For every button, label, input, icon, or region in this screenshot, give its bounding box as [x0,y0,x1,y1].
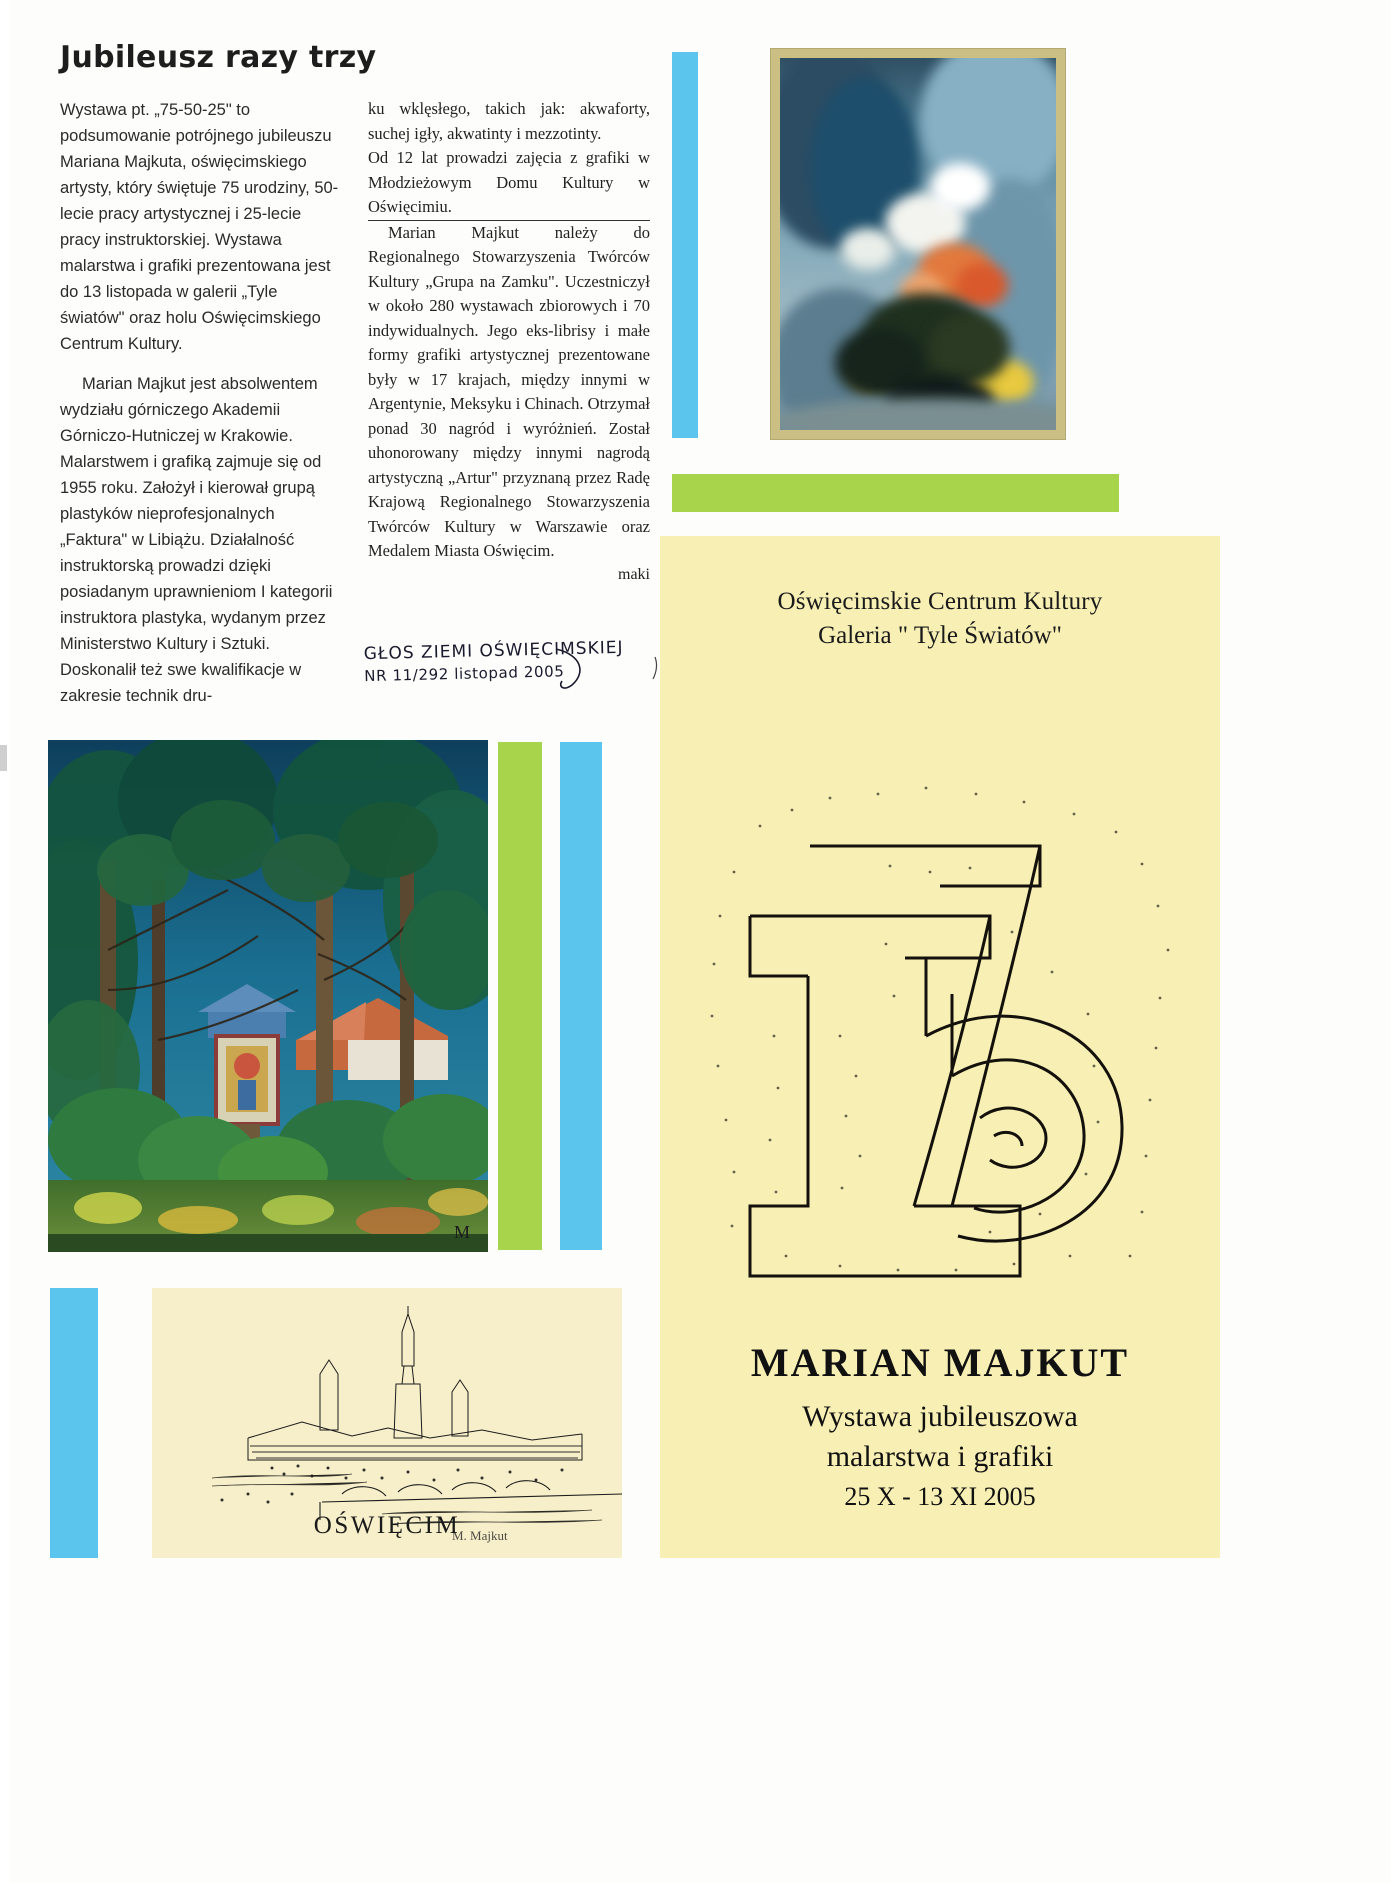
decorative-bar-green-left [498,742,542,1250]
decorative-bar-blue-bottom [50,1288,98,1558]
article-column-right [368,97,650,723]
article-paragraph: Marian Majkut należy do Regionalnego Stowarzyszenia Twórców Kultury „Grupa na Zamku". Uczestniczył w około 280 wystawach zbiorowych i 70 indywidualnych. Jego eks-librisy i małe formy grafiki artystycznej prezentowane były w 17 krajach, między innymi w Argentynie, Meksyku i Chinach. Otrzymał ponad 30 nagród i wyróżnień. Został uhonorowany między innymi nagrodą artystyczną „Artur" przyznaną przez Radę Krajową Regionalnego Stowarzyszenia Twórców Kultury w Warszawie oraz Medalem Miasta Oświęcim. [368,222,650,560]
decorative-bar-green-mid [672,474,1119,512]
etching-caption: OŚWIĘCIM [313,1512,461,1539]
decorative-bar-blue-top [672,52,698,438]
leaflet-bottom-block [660,1339,1220,1512]
article-paragraph: ku wklęsłego, takich jak: akwaforty, suchej igły, akwatinty i mezzotinty. [368,99,650,143]
svg-text:M. Majkut: M. Majkut [452,1528,508,1543]
svg-text:M: M [454,1222,471,1242]
forest-shrine-painting [48,740,488,1252]
leaflet-artist-name: MARIAN MAJKUT [750,1340,1130,1385]
painting-canvas-forest [48,740,488,1252]
handwritten-line-1: GŁOS ZIEMI OŚWIĘCIMSKIEJ [363,637,624,665]
leaflet-venue-line2: Galeria " Tyle Światów" [818,622,1062,649]
leaflet-logo-75 [690,736,1190,1296]
article-column-left [60,97,342,723]
oswiecim-etching-card [152,1288,622,1558]
leaflet-venue-line1: Oświęcimskie Centrum Kultury [777,588,1103,615]
article-byline: maki [618,565,650,583]
leaflet-dates: 25 X - 13 XI 2005 [844,1482,1036,1511]
article-paragraph-underlined: Od 12 lat prowadzi zajęcia z grafiki w Młodzieżowym Domu Kultury w Oświęcimiu. [368,146,650,221]
painting-canvas-flowers [780,58,1056,430]
framed-flower-painting [770,48,1066,440]
leaflet-venue [660,588,1220,650]
leaflet-subtitle-1: Wystawa jubileuszowa [802,1400,1078,1433]
article-paragraph: Marian Majkut jest absolwentem wydziału górniczego Akademii Górniczo-Hutniczej w Krakowie. Malarstwem i grafiką zajmuje się od 1955 roku. Założył i kierował grupą plastyków nieprofesjonalnych „Faktura" w Libiążu. Działalność instruktorską prowadzi dzięki posiadanym uprawnieniom I kategorii instruktora plastyka, wydanym przez Ministerstwo Kultury i Sztuki. Doskonalił też swe kwalifikacje w zakresie technik dru- [60,375,333,705]
decorative-bar-blue-left [560,742,602,1250]
article-columns [60,97,650,723]
article-paragraph: Wystawa pt. „75-50-25" to podsumowanie potrójnego jubileuszu Mariana Majkuta, oświęcimskiego artysty, który świętuje 75 urodziny, 50-lecie pracy artystycznej i 25-lecie pracy instruktorskiej. Wystawa malarstwa i grafiki prezentowana jest do 13 listopada w galerii „Tyle światów" oraz holu Oświęcimskiego Centrum Kultury. [60,101,339,353]
handwritten-line-2: NR 11/292 listopad 2005 [364,662,565,686]
exhibition-leaflet [660,536,1220,1558]
scan-left-margin [0,0,10,1883]
article-title: Jubileusz razy trzy [60,40,377,75]
scan-artifact [0,745,7,771]
handwritten-flourish [552,645,592,695]
leaflet-subtitle-2: malarstwa i grafiki [826,1440,1054,1473]
